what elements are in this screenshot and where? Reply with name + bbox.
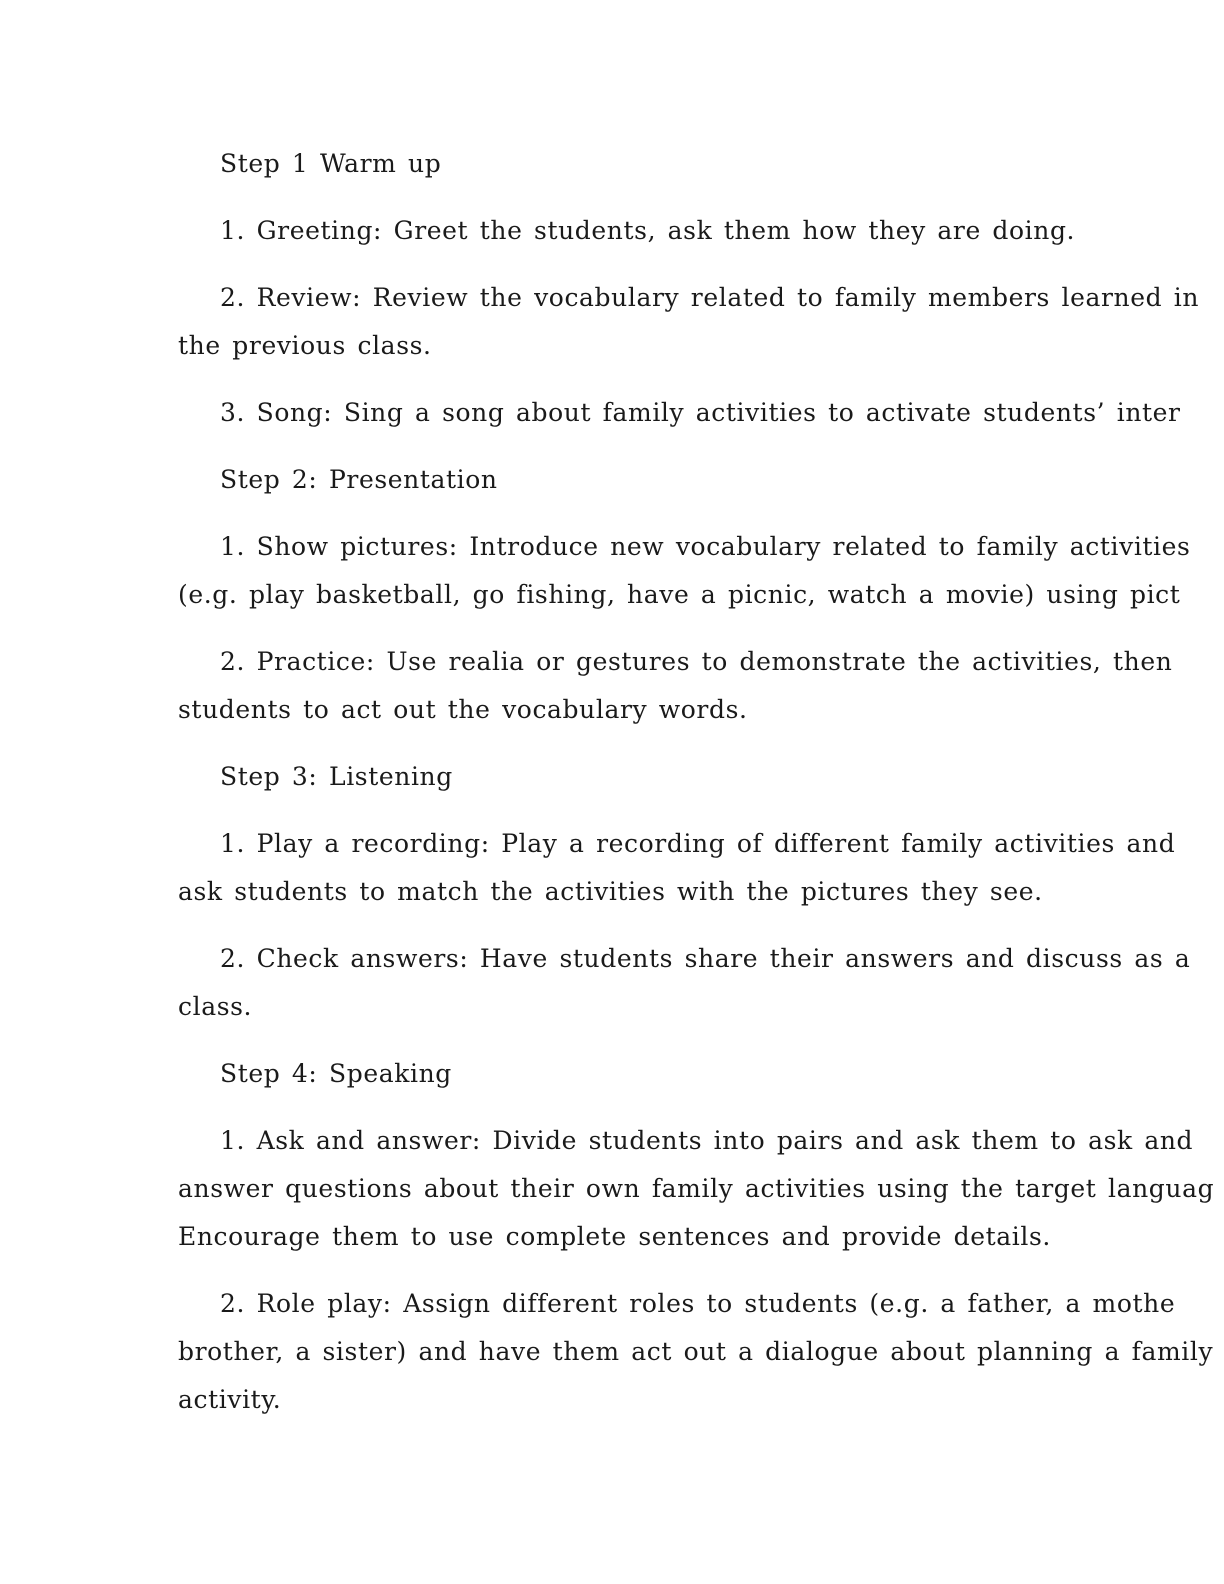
step-3-item-1: 1. Play a recording: Play a recording of different family activities and ask students to match the activities with the pictures they see. [178,829,1176,906]
step-3-item-2: 2. Check answers: Have students share their answers and discuss as a class. [178,944,1191,1021]
step-4-item-2: 2. Role play: Assign different roles to students (e.g. a father, a mothe brother, a sister) and have them act out a dialogue about planning a family activity. [178,1289,1214,1414]
step-1-item-1: 1. Greeting: Greet the students, ask them how they are doing. [220,216,1076,245]
step-4-heading: Step 4: Speaking [220,1059,452,1088]
step-1-item-2: 2. Review: Review the vocabulary related to family members learned in the previous class. [178,283,1200,360]
step-1-heading: Step 1 Warm up [220,149,442,178]
step-2-item-2: 2. Practice: Use realia or gestures to demonstrate the activities, then students to act out the vocabulary words. [178,647,1173,724]
step-3-heading: Step 3: Listening [220,762,453,791]
step-2-item-1: 1. Show pictures: Introduce new vocabulary related to family activities (e.g. play basketball, go fishing, have a picnic, watch a movie) using pict [178,532,1191,609]
step-4-item-1: 1. Ask and answer: Divide students into pairs and ask them to ask and answer questions about their own family activities using the target languag Encourage them to use complete sentences and provide details. [178,1126,1215,1251]
step-2-heading: Step 2: Presentation [220,465,498,494]
document-body [178,140,1224,1443]
step-1-item-3: 3. Song: Sing a song about family activities to activate students’ inter [220,398,1181,427]
